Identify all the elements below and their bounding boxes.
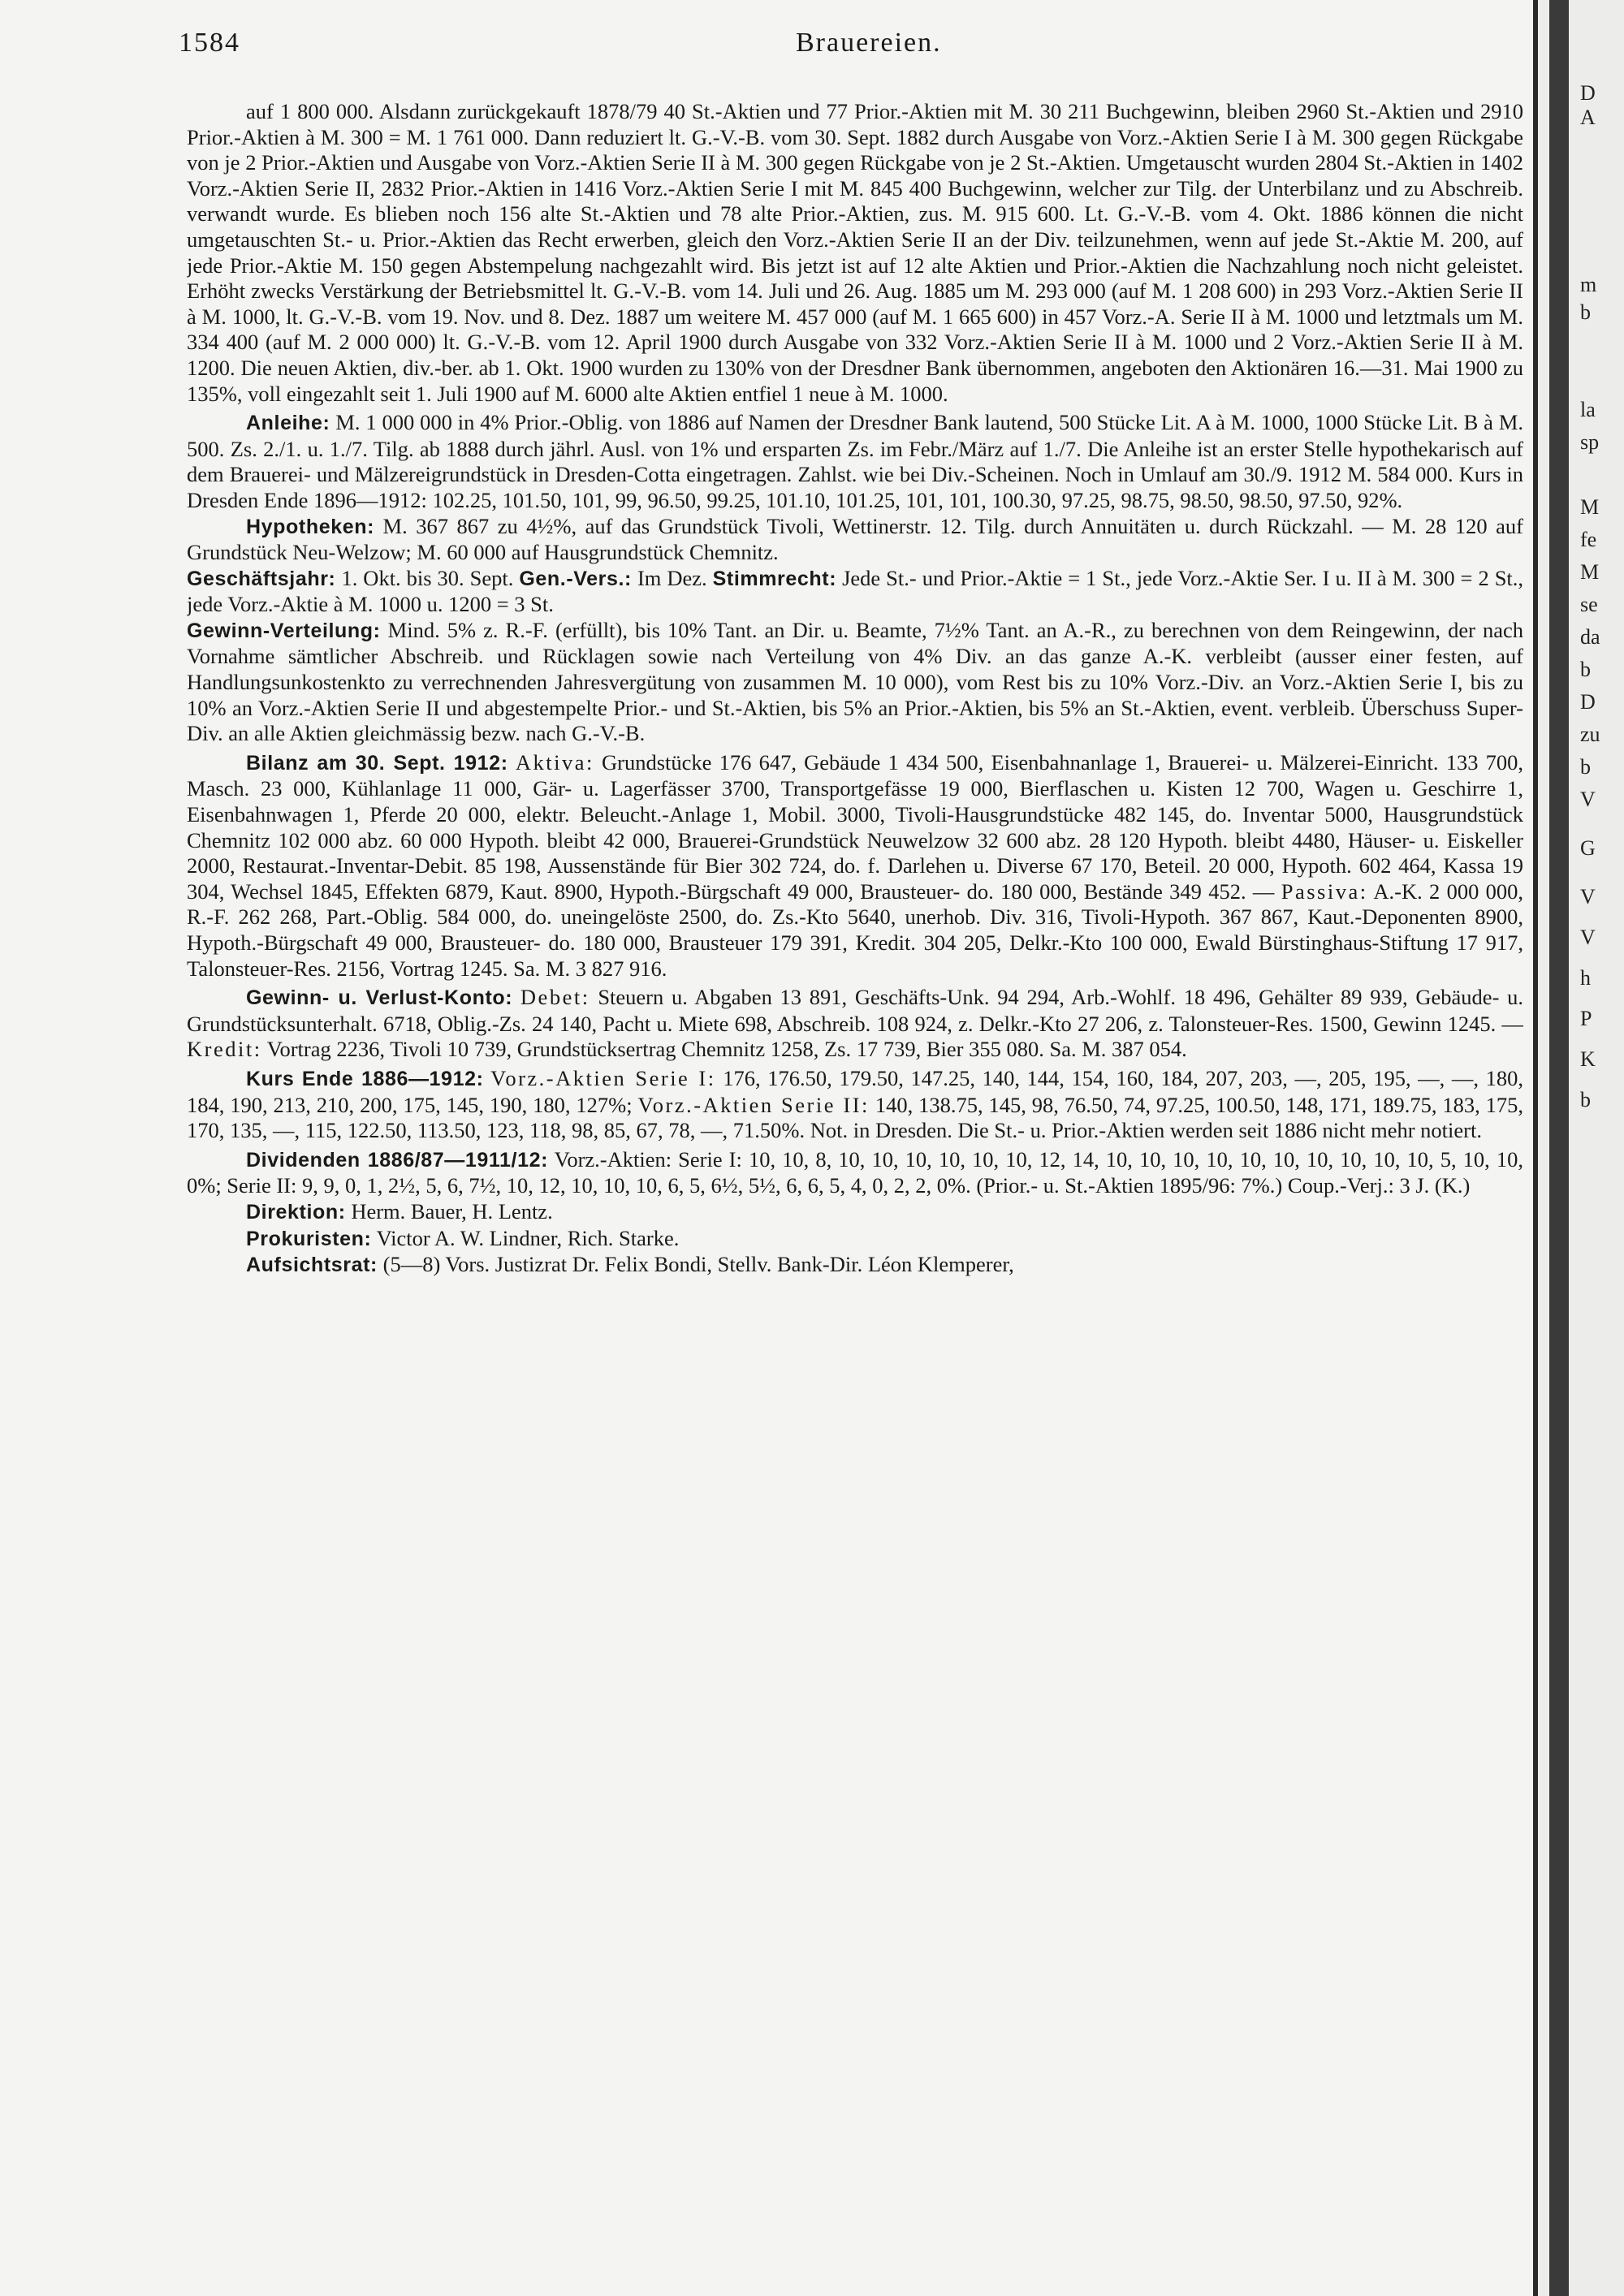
margin-fragment: se [1580, 593, 1598, 616]
aufsichtsrat-label: Aufsichtsrat: [246, 1254, 378, 1277]
kurs-serie1-label: Vorz.-Aktien Serie I: [490, 1065, 716, 1090]
margin-fragment: V [1580, 788, 1596, 811]
gewinn-verteilung-text: Mind. 5% z. R.-F. (erfüllt), bis 10% Tant. an Dir. u. Beamte, 7½% Tant. an A.-R., zu berechnen von dem Reingewinn, der nach Vornahme sämtlicher Abschreib. und Rücklagen sowie nach Verteilung von 4% Div. an das ganze A.-K. verbleibt (ausser einer festen, auf Handlungsunkostenkto zu verrechnenden Jahresvergütung von zusammen M. 10 000), vom Rest bis zu 10% Vorz.-Div. an Vorz.-Aktien Serie I, bis zu 10% an Vorz.-Aktien Serie II und abgestempelte Prior.- und St.-Aktien, bis 5% an Prior.-Aktien, bis 5% an St.-Aktien, event. verbleib. Überschuss Super-Div. an alle Aktien gleichmässig bezw. nach G.-V.-B. [187, 617, 1523, 746]
margin-fragment: b [1580, 658, 1591, 681]
margin-fragment: M [1580, 495, 1600, 519]
direktion-text: Herm. Bauer, H. Lentz. [351, 1198, 553, 1224]
dividenden-text: Vorz.-Aktien: Serie I: 10, 10, 8, 10, 10, 10, 10, 10, 10, 12, 14, 10, 10, 10, 10, 10, 10, 10, 10, 10, 10, 5, 10, 10, 0%; Serie II: 9, 9, 0, 1, 2½, 5, 6, 7½, 10, 12, 10, 10, 10, 6, 5, 6½, 5½, 6, 6, 5, 4, 0, 2, 2, 0%. (Prior.- u. St.-Aktien 1895/96: 7%.) Coup.-Verj.: 3 J. (K.) [187, 1146, 1523, 1198]
anleihe-label: Anleihe: [246, 412, 330, 435]
prokuristen-paragraph [187, 1226, 1523, 1253]
stimmrecht-text: Jede St.- und Prior.-Aktie = 1 St., jede Vorz.-Aktie Ser. I u. II à M. 300 = 2 St., jede Vorz.-Aktie à M. 1000 u. 1200 = 3 St. [187, 565, 1523, 617]
aufsichtsrat-paragraph [187, 1252, 1523, 1279]
prokuristen-label: Prokuristen: [246, 1227, 372, 1250]
kredit-label: Kredit: [187, 1037, 262, 1062]
margin-fragment: b [1580, 755, 1591, 779]
margin-fragment: V [1580, 926, 1596, 949]
margin-fragment: sp [1580, 430, 1600, 454]
page-header [179, 28, 1527, 68]
kurs-paragraph [187, 1066, 1523, 1144]
dividenden-label: Dividenden 1886/87—1911/12: [246, 1148, 549, 1172]
aufsichtsrat-text: (5—8) Vors. Justizrat Dr. Felix Bondi, Stellv. Bank-Dir. Léon Klemperer, [382, 1252, 1014, 1277]
margin-fragment: fe [1580, 528, 1597, 551]
margin-fragment: K [1580, 1047, 1596, 1071]
hypotheken-text: M. 367 867 zu 4½%, auf das Grundstück Tivoli, Wettinerstr. 12. Tilg. durch Annuitäten u. durch Rückzahl. — M. 28 120 auf Grundstück Neu-Welzow; M. 60 000 auf Hausgrundstück Chemnitz. [187, 513, 1523, 565]
anleihe-text: M. 1 000 000 in 4% Prior.-Oblig. von 1886 auf Namen der Dresdner Bank lautend, 500 Stücke Lit. A à M. 1000, 1000 Stücke Lit. B à M. 500. Zs. 2./1. u. 1./7. Tilg. ab 1888 durch jährl. Ausl. von 1% und ersparten Zs. im Febr./März auf 1./7. Die Anleihe ist an erster Stelle hypothekarisch auf dem Brauerei- und Mälzereigrundstück in Dresden-Cotta eingetragen. Zahlst. wie bei Div.-Scheinen. Noch in Umlauf am 30./9. 1912 M. 584 000. Kurs in Dresden Ende 1896—1912: 102.25, 101.50, 101, 99, 96.50, 99.25, 101.10, 101.25, 101, 101, 100.30, 97.25, 98.75, 98.50, 98.50, 97.50, 92%. [187, 410, 1523, 512]
running-title: Brauereien. [796, 28, 942, 58]
stimmrecht-label: Stimmrecht: [712, 567, 837, 590]
margin-fragment: D [1580, 81, 1596, 105]
aktiva-text: Grundstücke 176 647, Gebäude 1 434 500, Eisenbahnanlage 1, Brauerei- u. Mälzerei-Einricht. 133 700, Masch. 23 000, Kühlanlage 11 000, Gär- u. Lagerfässer 3700, Transportgefässe 19 000, Bierflaschen u. Kisten 12 700, Wagen u. Geschirre 1, Eisenbahnwagen 1, Pferde 20 000, elektr. Beleucht.-Anlage 1, Mobil. 3000, Tivoli-Hausgrundstücke 482 145, do. Inventar 5000, Hausgrundstück Chemnitz 102 000 abz. 60 000 Hypoth. bleibt 42 000, Brauerei-Grundstück Neuwelzow 32 600 abz. 28 120 Hypoth. bleibt 4480, Häuser- u. Eiskeller 2000, Restaurat.-Inventar-Debit. 85 198, Aussenstände für Bier 302 724, do. f. Darlehen u. Diverse 67 170, Beteil. 20 000, Hypoth. 602 464, Kassa 19 304, Wechsel 1845, Effekten 6879, Kaut. 8900, Hypoth.-Bürgschaft 49 000, Brausteuer- do. 180 000, Bestände 349 452. [187, 749, 1523, 904]
scan-edge-next-page [1533, 0, 1624, 2296]
aktiva-label: Aktiva: [515, 749, 594, 775]
gewinn-verteilung-paragraph [187, 618, 1523, 747]
geschaeftsjahr-text: 1. Okt. bis 30. Sept. [341, 565, 514, 590]
page-number: 1584 [179, 28, 240, 58]
margin-fragment: b [1580, 1088, 1591, 1111]
passiva-text: A.-K. 2 000 000, R.-F. 262 268, Part.-Oblig. 584 000, do. uneingelöste 2500, do. Zs.-Kto 5640, unerhob. Div. 316, Tivoli-Hypoth. 367 867, Kaut.-Deponenten 8900, Hypoth.-Bürgschaft 49 000, Brausteuer- do. 180 000, Brausteuer 179 391, Kredit. 304 205, Delkr.-Kto 100 000, Ewald Bürstinghaus-Stiftung 17 917, Talonsteuer-Res. 2156, Vortrag 1245. Sa. M. 3 827 916. [187, 878, 1523, 981]
dividenden-paragraph [187, 1147, 1523, 1199]
gewinn-verteilung-label: Gewinn-Verteilung: [187, 619, 381, 642]
geschaeftsjahr-label: Geschäftsjahr: [187, 567, 336, 590]
gen-vers-label: Gen.-Vers.: [519, 567, 632, 590]
debet-text: Steuern u. Abgaben 13 891, Geschäfts-Unk. 94 294, Arb.-Wohlf. 18 496, Gehälter 89 939, Gebäude- u. Grundstücksunterhalt. 6718, Oblig.-Zs. 24 140, Pacht u. Miete 698, Abschreib. 108 924, z. Delkr.-Kto 27 206, z. Talonsteuer-Res. 1500, Gewinn 1245. — [187, 985, 1523, 1036]
kurs-label: Kurs Ende 1886—1912: [246, 1067, 484, 1090]
margin-fragment: m [1580, 273, 1597, 296]
article-body [187, 99, 1523, 2283]
kurs-serie2-text: 140, 138.75, 145, 98, 76.50, 74, 97.25, 100.50, 148, 171, 189.75, 183, 175, 170, 135, —, 115, 122.50, 113.50, 123, 118, 98, 85, 67, 78, —, 71.50%. Not. in Dresden. Die St.- u. Prior.-Aktien werden seit 1886 nicht mehr notiert. [187, 1092, 1523, 1143]
margin-fragment: A [1580, 106, 1596, 129]
margin-fragment: zu [1580, 723, 1600, 746]
kurs-serie2-label: Vorz.-Aktien Serie II: [637, 1092, 870, 1117]
margin-fragment: h [1580, 966, 1591, 990]
gewinn-verlust-label: Gewinn- u. Verlust-Konto: [246, 986, 513, 1010]
margin-fragment: D [1580, 690, 1596, 714]
capital-history-paragraph: auf 1 800 000. Alsdann zurückgekauft 1878/79 40 St.-Aktien und 77 Prior.-Aktien mit M. 30 211 Buchgewinn, bleiben 2960 St.-Aktien und 2910 Prior.-Aktien à M. 300 = M. 1 761 000. Dann reduziert lt. G.-V.-B. vom 30. Sept. 1882 durch Ausgabe von Vorz.-Aktien Serie I à M. 300 gegen Rückgabe von je 2 Prior.-Aktien und Ausgabe von Vorz.-Aktien Serie II à M. 300 gegen Rückgabe von je 2 St.-Aktien. Umgetauscht wurden 2804 St.-Aktien in 1402 Vorz.-Aktien Serie II, 2832 Prior.-Aktien in 1416 Vorz.-Aktien Serie I mit M. 845 400 Buchgewinn, welcher zur Tilg. der Unterbilanz und zu Abschreib. verwandt wurde. Es blieben noch 156 alte St.-Aktien und 78 alte Prior.-Aktien, zus. M. 915 600. Lt. G.-V.-B. vom 4. Okt. 1886 können die nicht umgetauschten St.- u. Prior.-Aktien das Recht erwerben, gleich den Vorz.-Aktien Serie II an der Div. teilzunehmen, wenn auf jede St.-Aktie M. 200, auf jede Prior.-Aktie M. 150 gegen Abstempelung nachgezahlt wird. Bis jetzt ist auf 12 alte Aktien und Prior.-Aktien die Nachzahlung noch nicht geleistet. Erhöht zwecks Verstärkung der Betriebsmittel lt. G.-V.-B. vom 14. Juli und 26. Aug. 1885 um M. 293 000 (auf M. 1 208 600) in 293 Vorz.-Aktien Serie II à M. 1000, lt. G.-V.-B. vom 19. Nov. und 8. Dez. 1887 um weitere M. 457 000 (auf M. 1 665 600) in 457 Vorz.-A. Serie II à M. 1000 und letztmals um M. 334 400 (auf M. 2 000 000) lt. G.-V.-B. vom 12. April 1900 durch Ausgabe von 332 Vorz.-Aktien Serie II à M. 1000 und 2 Vorz.-Aktien Serie II à M. 1200. Die neuen Aktien, div.-ber. ab 1. Okt. 1900 wurden zu 130% von der Dresdner Bank übernommen, angeboten den Aktionären 16.—31. Mai 1900 zu 135%, voll eingezahlt seit 1. Juli 1900 auf M. 6000 alte Aktien entfiel 1 neue à M. 1000. [187, 99, 1523, 406]
margin-fragment: V [1580, 885, 1596, 908]
geschaeftsjahr-paragraph [187, 566, 1523, 618]
kredit-text: Vortrag 2236, Tivoli 10 739, Grundstücksertrag Chemnitz 1258, Zs. 17 739, Bier 355 080. Sa. M. 387 054. [266, 1037, 1187, 1062]
bilanz-paragraph: Bilanz am 30. Sept. 1912: Aktiva: Grundstücke 176 647, Gebäude 1 434 500, Eisenbahnanlage 1, Brauerei- u. Mälzerei-Einricht. 133 700, Masch. 23 000, Kühlanlage 11 000, Gär- u. Lagerfässer 3700, Transportgefässe 19 000, Bierflaschen u. Kisten 12 700, Wagen u. Geschirre 1, Eisenbahnwagen 1, Pferde 20 000, elektr. Beleucht.-Anlage 1, Mobil. 3000, Tivoli-Hausgrundstücke 482 145, do. Inventar 5000, Hausgrundstück Chemnitz 102 000 abz. 60 000 Hypoth. bleibt 42 000, Brauerei-Grundstück Neuwelzow 32 600 abz. 28 120 Hypoth. bleibt 4480, Häuser- u. Eiskeller 2000, Restaurat.-Inventar-Debit. 85 198, Aussenstände für Bier 302 724, do. f. Darlehen u. Diverse 67 170, Beteil. 20 000, Hypoth. 602 464, Kassa 19 304, Wechsel 1845, Effekten 6879, Kaut. 8900, Hypoth.-Bürgschaft 49 000, Brausteuer- do. 180 000, Bestände 349 452. — Passiva: A.-K. 2 000 000, R.-F. 262 268, Part.-Oblig. 584 000, do. uneingelöste 2500, do. Zs.-Kto 5640, unerhob. Div. 316, Tivoli-Hypoth. 367 867, Kaut.-Deponenten 8900, Hypoth.-Bürgschaft 49 000, Brausteuer- do. 180 000, Brausteuer 179 391, Kredit. 304 205, Delkr.-Kto 100 000, Ewald Bürstinghaus-Stiftung 17 917, Talonsteuer-Res. 2156, Vortrag 1245. Sa. M. 3 827 916. [187, 749, 1523, 981]
margin-fragment: b [1580, 300, 1591, 324]
margin-fragment: M [1580, 560, 1600, 584]
hypotheken-label: Hypotheken: [246, 515, 375, 538]
gewinn-verlust-paragraph [187, 985, 1523, 1063]
debet-label: Debet: [520, 985, 590, 1010]
gen-vers-text: Im Dez. [637, 565, 707, 590]
anleihe-paragraph [187, 410, 1523, 513]
hypotheken-paragraph [187, 514, 1523, 566]
direktion-label: Direktion: [246, 1200, 346, 1224]
direktion-paragraph [187, 1199, 1523, 1226]
margin-fragment: la [1580, 398, 1596, 421]
margin-fragment: da [1580, 625, 1600, 649]
passiva-label: Passiva: [1281, 878, 1368, 904]
margin-fragment: P [1580, 1007, 1592, 1030]
kurs-serie1-text: 176, 176.50, 179.50, 147.25, 140, 144, 154, 160, 184, 207, 203, —, 205, 195, —, —, 180, 184, 190, 213, 210, 200, 175, 145, 190, 180, 127%; [187, 1065, 1523, 1117]
margin-fragment: G [1580, 836, 1596, 860]
bilanz-label: Bilanz am 30. Sept. 1912: [246, 751, 508, 775]
binding-shadow [1549, 0, 1569, 2296]
prokuristen-text: Victor A. W. Lindner, Rich. Starke. [376, 1225, 680, 1250]
